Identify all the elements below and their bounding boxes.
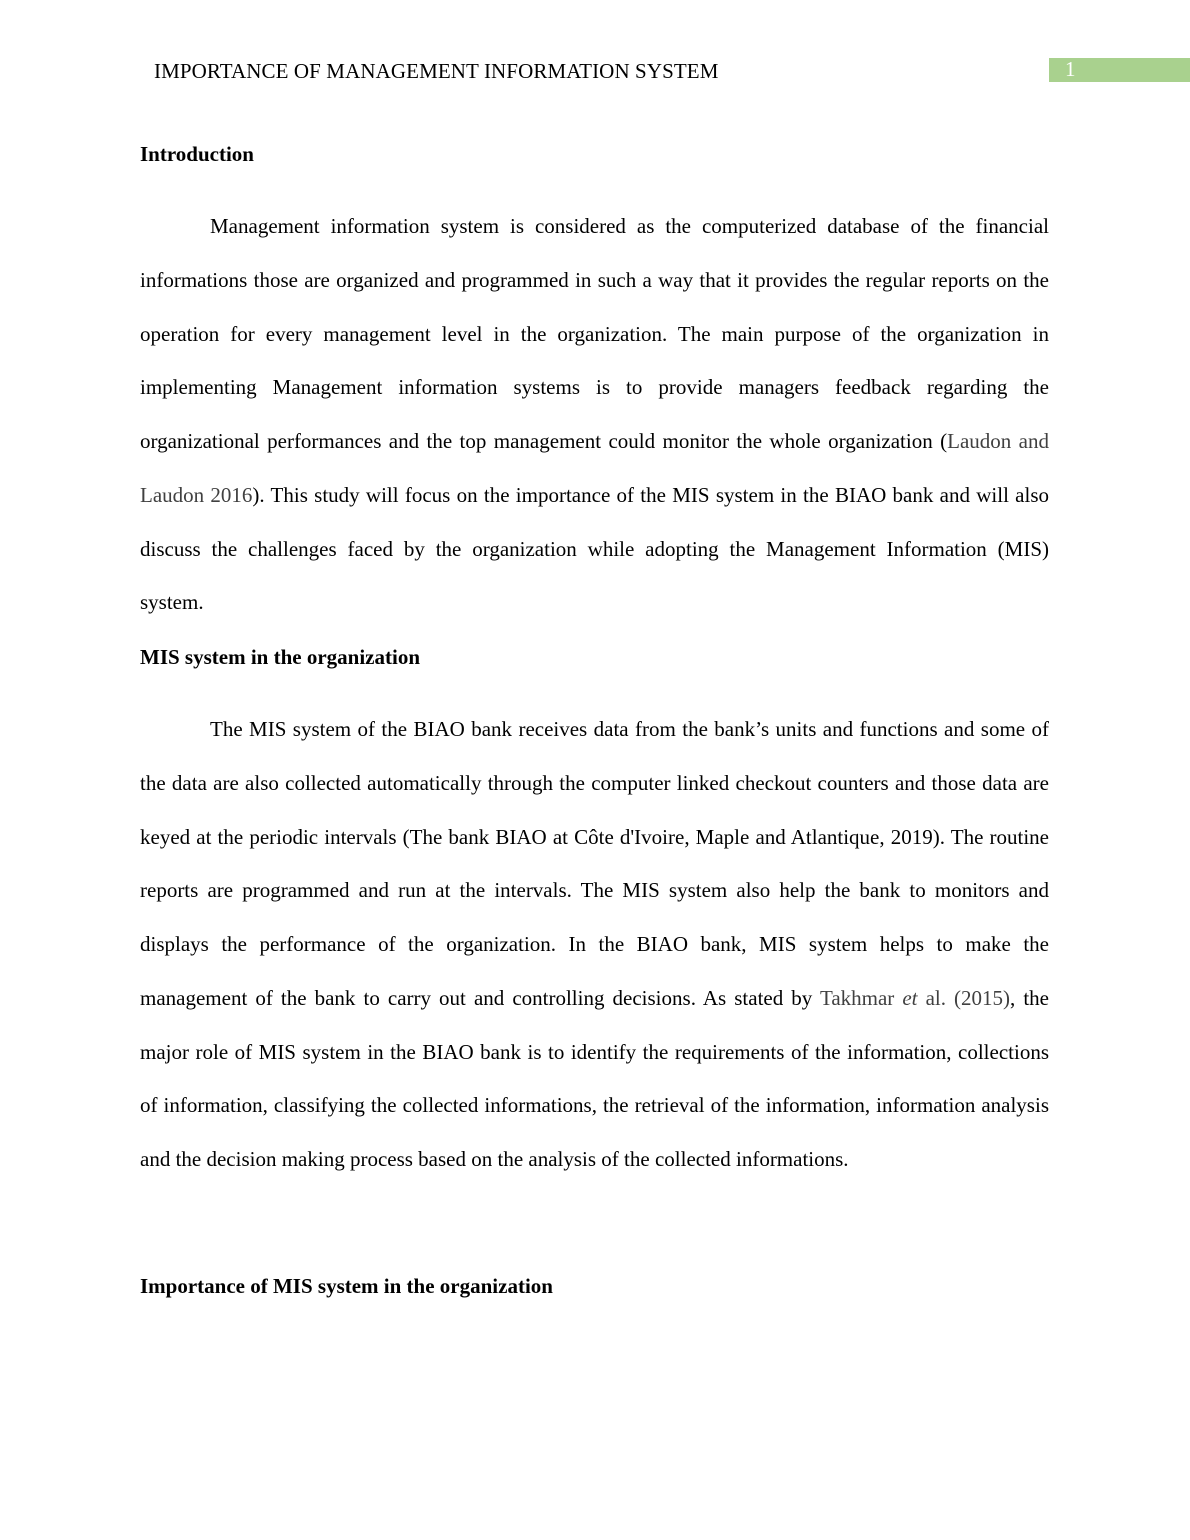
citation-laudon: Laudon and Laudon 2016: [140, 429, 1049, 507]
citation-year: al. (2015): [917, 985, 1011, 1010]
heading-importance: Importance of MIS system in the organization: [140, 1274, 553, 1298]
intro-text-part2: ). This study will focus on the importance of the MIS system in the BIAO bank and will also discuss the challenges faced by the organization while adopting the Management Information (MIS) system.: [140, 482, 1049, 615]
heading-mis-system: MIS system in the organization: [140, 645, 420, 669]
intro-text-part1: Management information system is considered as the computerized database of the financial informations those are organized and programmed in such a way that it provides the regular reports on the operation for every management level in the organization. The main purpose of the organization in implementing Management information systems is to provide managers feedback regarding the organizational performances and the top management could monitor the whole organization (: [140, 214, 1049, 453]
running-header-title: IMPORTANCE OF MANAGEMENT INFORMATION SYSTEM: [154, 59, 719, 83]
paragraph-introduction: [140, 200, 1049, 630]
heading-introduction: Introduction: [140, 142, 254, 166]
mis-text-part2: , the major role of MIS system in the BIAO bank is to identify the requirements of the information, collections of information, classifying the collected informations, the retrieval of the information, information analysis and the decision making process based on the analysis of the collected informations.: [140, 985, 1049, 1171]
page-number: 1: [1065, 57, 1076, 81]
paragraph-mis-system: [140, 703, 1049, 1187]
page-number-badge: [1049, 58, 1190, 82]
citation-etal: et: [902, 985, 918, 1010]
citation-takhmar: [820, 986, 1010, 1010]
mis-text-part1: The MIS system of the BIAO bank receives data from the bank’s units and functions and some of the data are also collected automatically through the computer linked checkout counters and those data are keyed at the periodic intervals (The bank BIAO at Côte d'Ivoire, Maple and Atlantique, 2019). The routine reports are programmed and run at the intervals. The MIS system also help the bank to monitors and displays the performance of the organization. In the BIAO bank, MIS system helps to make the management of the bank to carry out and controlling decisions. As stated by: [140, 717, 1049, 1010]
citation-author: Takhmar: [819, 985, 903, 1010]
